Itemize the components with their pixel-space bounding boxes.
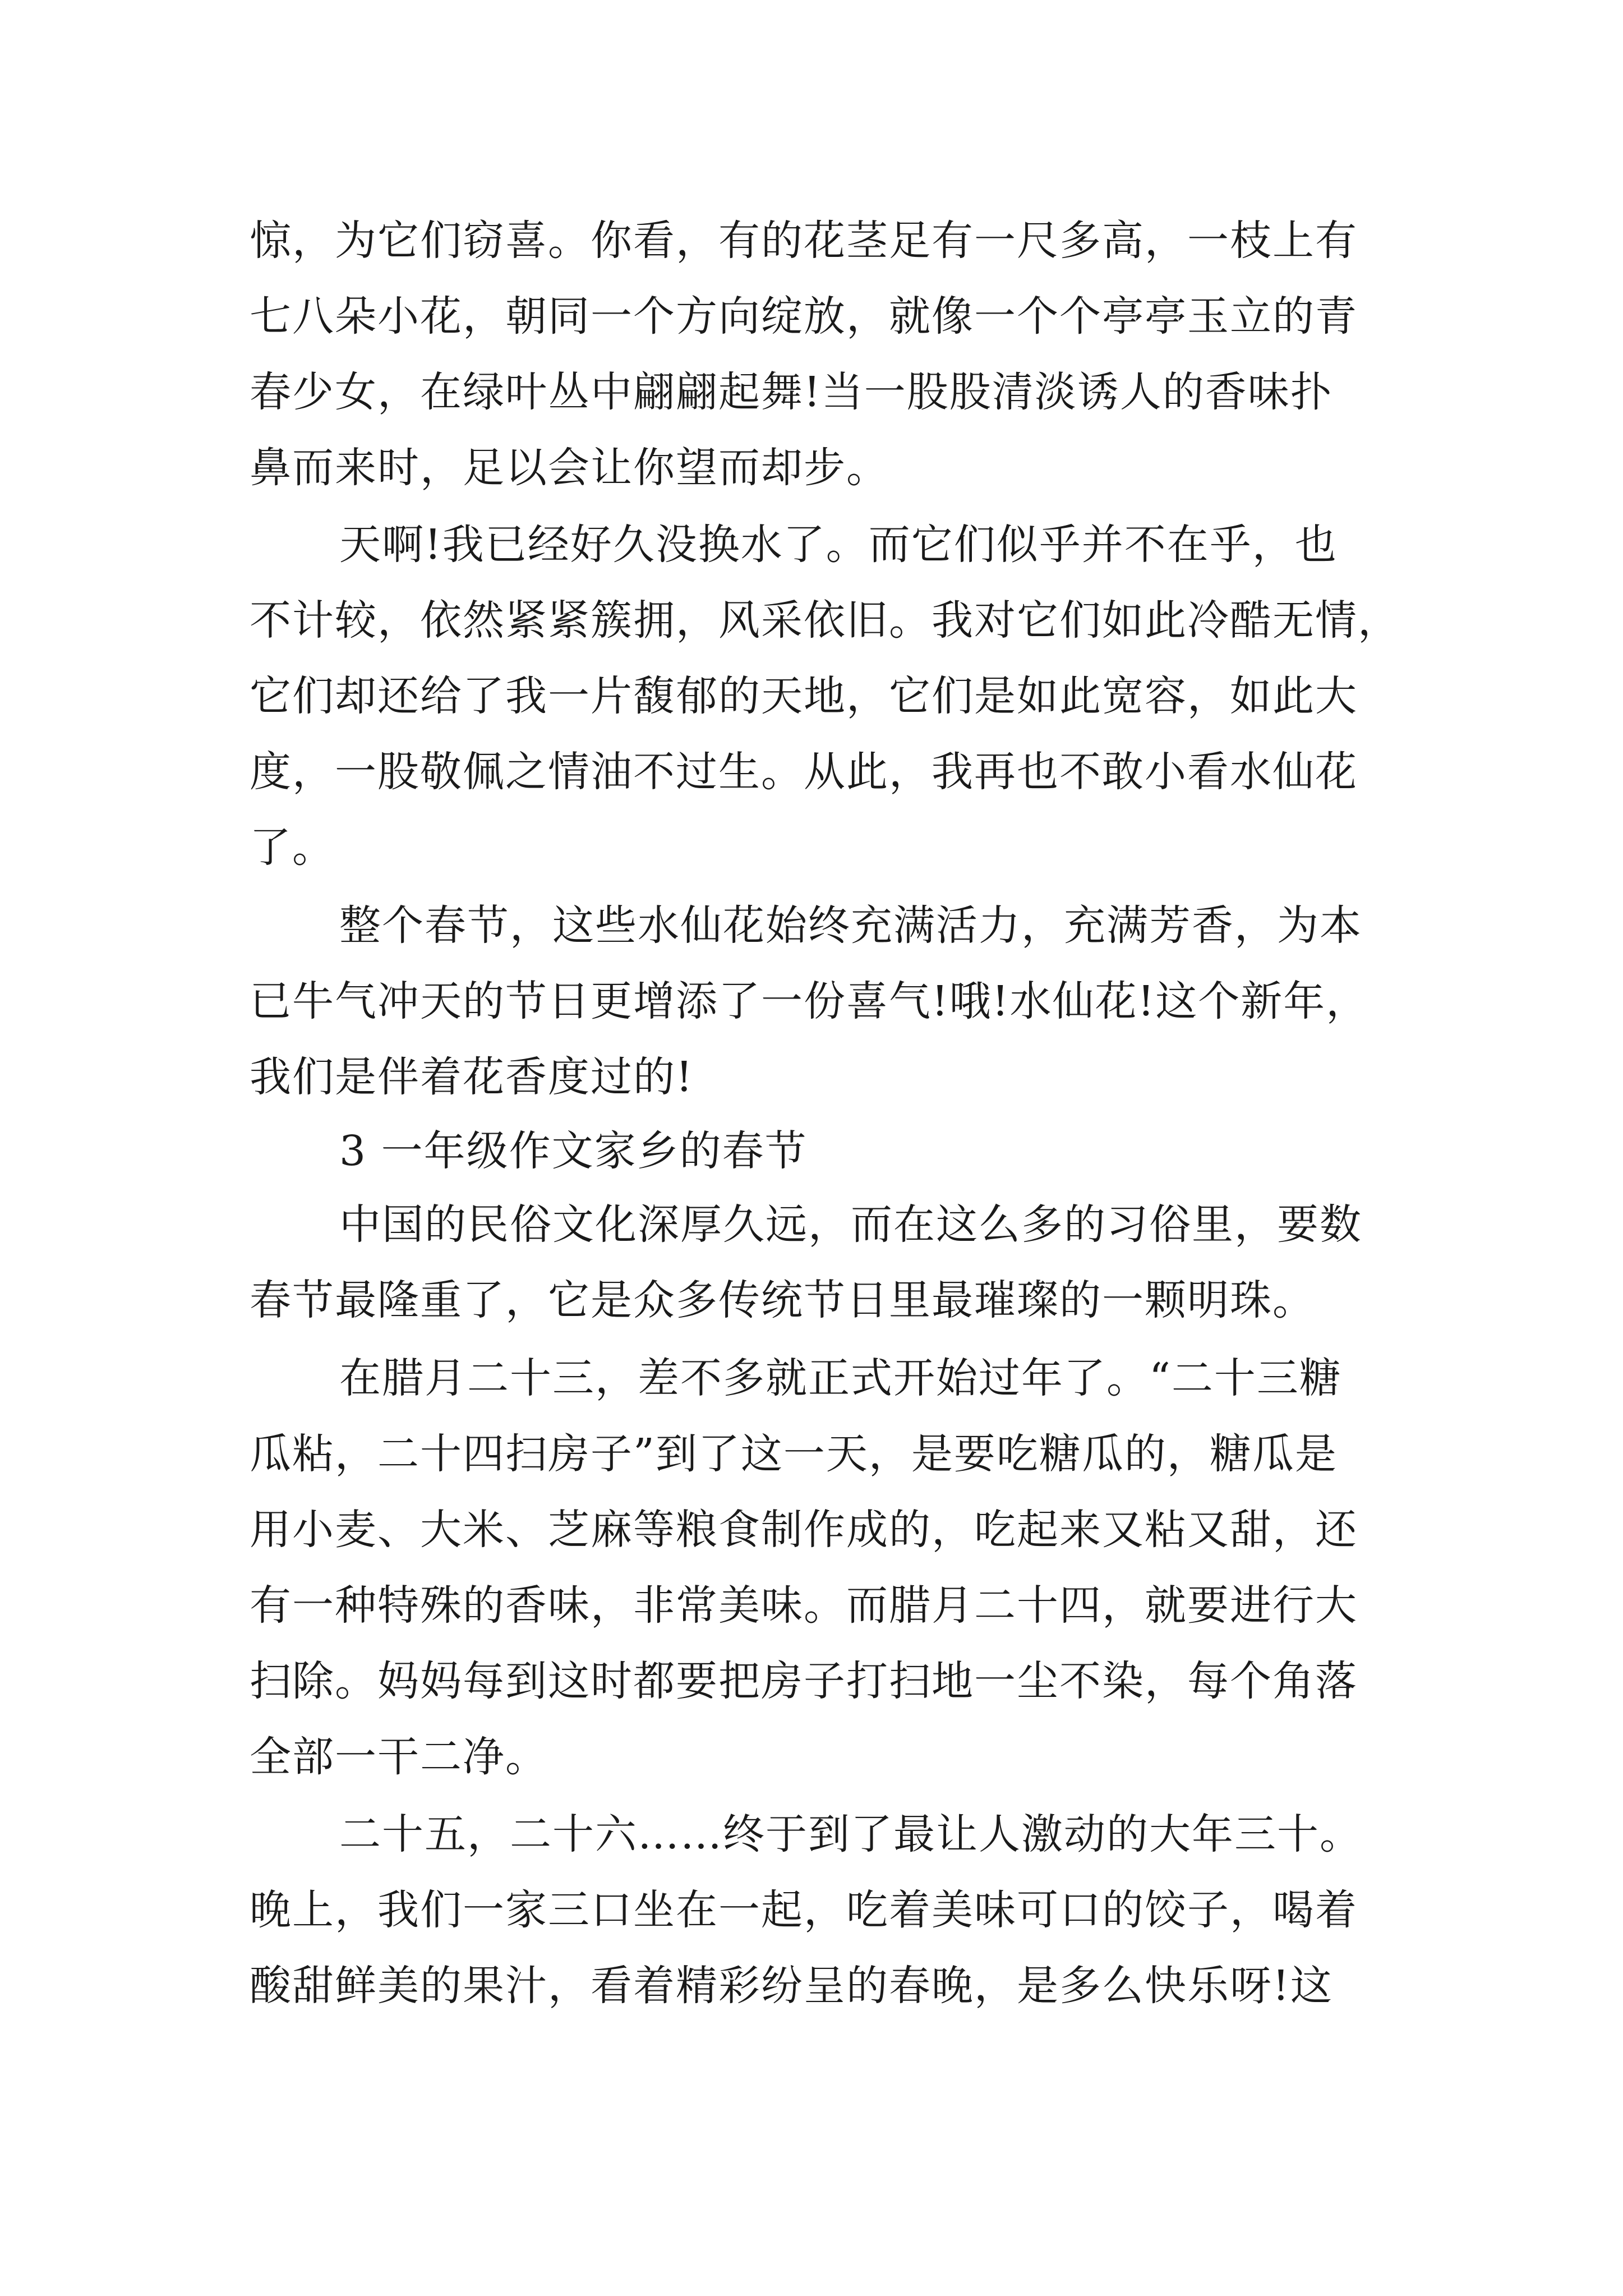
- paragraph-first-line: 整个春节，这些水仙花始终充满活力，充满芳香，为本: [339, 901, 1362, 950]
- text-line: 春少女，在绿叶丛中翩翩起舞!当一股股清淡诱人的香味扑: [250, 368, 1333, 416]
- text-line: 扫除。妈妈每到这时都要把房子打扫地一尘不染，每个角落: [250, 1657, 1358, 1705]
- paragraph-first-line: 天啊!我已经好久没换水了。而它们似乎并不在乎，也: [339, 521, 1338, 569]
- paragraph-first-line: 在腊月二十三，差不多就正式开始过年了。“二十三糖: [339, 1354, 1342, 1402]
- section-heading: 3 一年级作文家乡的春节: [339, 1127, 808, 1175]
- text-line: 有一种特殊的香味，非常美味。而腊月二十四，就要进行大: [250, 1581, 1358, 1630]
- text-line: 酸甜鲜美的果汁，看着精彩纷呈的春晚，是多么快乐呀!这: [250, 1962, 1333, 2010]
- text-line: 度，一股敬佩之情油不过生。从此，我再也不敢小看水仙花: [250, 748, 1358, 796]
- text-line: 我们是伴着花香度过的!: [250, 1053, 694, 1101]
- text-line: 春节最隆重了，它是众多传统节日里最璀璨的一颗明珠。: [250, 1276, 1315, 1324]
- text-line: 鼻而来时，足以会让你望而却步。: [250, 444, 889, 492]
- text-line: 瓜粘，二十四扫房子”到了这一天，是要吃糖瓜的，糖瓜是: [250, 1430, 1338, 1478]
- paragraph-first-line: 二十五，二十六……终于到了最让人激动的大年三十。: [339, 1810, 1362, 1858]
- text-line: 全部一干二净。: [250, 1733, 548, 1781]
- text-line: 惊，为它们窃喜。你看，有的花茎足有一尺多高，一枝上有: [250, 217, 1358, 265]
- text-line: 了。: [250, 823, 335, 872]
- text-line: 七八朵小花，朝同一个方向绽放，就像一个个亭亭玉立的青: [250, 292, 1358, 341]
- text-line: 用小麦、大米、芝麻等粮食制作成的，吃起来又粘又甜，还: [250, 1506, 1358, 1554]
- text-line: 不计较，依然紧紧簇拥，风采依旧。我对它们如此冷酷无情，: [250, 596, 1400, 645]
- text-line: 它们却还给了我一片馥郁的天地，它们是如此宽容，如此大: [250, 672, 1358, 720]
- paragraph-first-line: 中国的民俗文化深厚久远，而在这么多的习俗里，要数: [339, 1200, 1362, 1249]
- text-line: 已牛气冲天的节日更增添了一份喜气!哦!水仙花!这个新年，: [250, 977, 1369, 1025]
- text-line: 晚上，我们一家三口坐在一起，吃着美味可口的饺子，喝着: [250, 1886, 1358, 1934]
